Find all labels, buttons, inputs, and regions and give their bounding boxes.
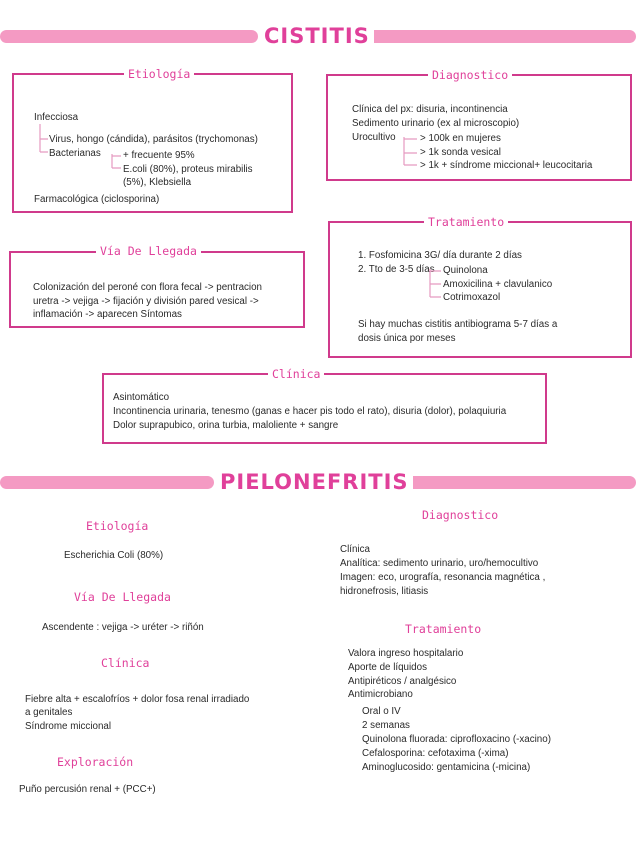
cistitis-via-line2: uretra -> vejiga -> fijación y división pared vesical -> (33, 296, 259, 307)
cistitis-etiologia-bacterianas: Bacterianas (49, 148, 101, 159)
cistitis-tratamiento-line2: 2. Tto de 3-5 días (358, 264, 435, 275)
cistitis-tratamiento-title: Tratamiento (424, 215, 508, 229)
cistitis-etiologia-farmacologica: Farmacológica (ciclosporina) (34, 194, 160, 205)
cistitis-tratamiento-note2: dosis única por meses (358, 333, 456, 344)
pielonefritis-etiologia-title: Etiología (86, 519, 149, 533)
pielonefritis-via-line1: Ascendente : vejiga -> uréter -> riñón (42, 622, 204, 633)
cistitis-tratamiento-opt3: Cotrimoxazol (443, 292, 501, 303)
cistitis-diagnostico-title: Diagnostico (428, 68, 512, 82)
cistitis-via-line1: Colonización del peroné con flora fecal -> pentracion (33, 282, 263, 293)
pielonefritis-tratamiento-sub1: Oral o IV (362, 706, 401, 717)
pielonefritis-header-bar-right (384, 476, 636, 489)
cistitis-clinica-line2: Incontinencia urinaria, tenesmo (ganas e hacer pis todo el rato), disuria (dolor), polaquiuria (113, 406, 507, 417)
cistitis-tratamiento-note1: Si hay muchas cistitis antibiograma 5-7 días a (358, 319, 558, 330)
pielonefritis-clinica-title: Clínica (101, 656, 150, 670)
pielonefritis-tratamiento-sub4: Cefalosporina: cefotaxima (-xima) (362, 748, 509, 759)
cistitis-clinica-line3: Dolor suprapubico, orina turbia, maloliente + sangre (113, 420, 339, 431)
cistitis-etiologia-ecoli-1: E.coli (80%), proteus mirabilis (123, 164, 253, 175)
pielonefritis-diagnostico-line1: Clínica (340, 544, 370, 555)
cistitis-title: CISTITIS (260, 25, 374, 47)
cistitis-diagnostico-sub2: > 1k sonda vesical (420, 147, 501, 158)
cistitis-diagnostico-line2: Sedimento urinario (ex al microscopio) (352, 118, 520, 129)
cistitis-tratamiento-opt1: Quinolona (443, 265, 488, 276)
cistitis-etiologia-frecuente: + frecuente 95% (123, 150, 195, 161)
pielonefritis-tratamiento-sub3: Quinolona fluorada: ciprofloxacino (-xacino) (362, 734, 551, 745)
pielonefritis-tratamiento-line2: Aporte de líquidos (348, 662, 427, 673)
cistitis-diagnostico-sub3: > 1k + síndrome miccional+ leucocitaria (420, 160, 593, 171)
pielonefritis-tratamiento-sub5: Aminoglucosido: gentamicina (-micina) (362, 762, 531, 773)
cistitis-tratamiento-opt2: Amoxicilina + clavulanico (443, 279, 553, 290)
cistitis-etiologia-virus: Virus, hongo (cándida), parásitos (trychomonas) (49, 134, 258, 145)
pielonefritis-tratamiento-title: Tratamiento (405, 622, 482, 636)
pielonefritis-diagnostico-line4: hidronefrosis, litiasis (340, 586, 429, 597)
cistitis-via-line3: inflamación -> aparecen Síntomas (33, 309, 182, 320)
pielonefritis-clinica-line1: Fiebre alta + escalofríos + dolor fosa renal irradiado (25, 694, 250, 705)
pielonefritis-exploracion-line1: Puño percusión renal + (PCC+) (19, 784, 156, 795)
cistitis-etiologia-ecoli-2: (5%), Klebsiella (123, 177, 192, 188)
cistitis-diagnostico-branch (402, 137, 420, 169)
cistitis-diagnostico-urocultivo: Urocultivo (352, 132, 396, 143)
cistitis-header-bar-left (0, 30, 258, 43)
cistitis-header-bar-right (364, 30, 636, 43)
pielonefritis-etiologia-line1: Escherichia Coli (80%) (64, 550, 164, 561)
pielonefritis-tratamiento-line3: Antipiréticos / analgésico (348, 676, 457, 687)
pielonefritis-diagnostico-line2: Analítica: sedimento urinario, uro/hemocultivo (340, 558, 539, 569)
pielonefritis-diagnostico-line3: Imagen: eco, urografía, resonancia magnética , (340, 572, 546, 583)
pielonefritis-header-bar-left (0, 476, 214, 489)
pielonefritis-clinica-line3: Síndrome miccional (25, 721, 112, 732)
cistitis-etiologia-title: Etiología (124, 67, 194, 81)
pielonefritis-title: PIELONEFRITIS (216, 471, 413, 493)
cistitis-etiologia-branch-2 (110, 154, 124, 174)
pielonefritis-diagnostico-title: Diagnostico (422, 508, 499, 522)
cistitis-tratamiento-line1: 1. Fosfomicina 3G/ día durante 2 días (358, 250, 522, 261)
pielonefritis-via-title: Vía De Llegada (74, 590, 171, 604)
pielonefritis-tratamiento-line4: Antimicrobiano (348, 689, 413, 700)
pielonefritis-tratamiento-sub2: 2 semanas (362, 720, 410, 731)
cistitis-clinica-title: Clínica (268, 367, 324, 381)
pielonefritis-clinica-line2: a genitales (25, 707, 73, 718)
pielonefritis-exploracion-title: Exploración (57, 755, 134, 769)
cistitis-clinica-line1: Asintomático (113, 392, 170, 403)
cistitis-diagnostico-sub1: > 100k en mujeres (420, 133, 501, 144)
cistitis-via-title: Vía De Llegada (96, 244, 201, 258)
pielonefritis-tratamiento-line1: Valora ingreso hospitalario (348, 648, 464, 659)
cistitis-tratamiento-branch (428, 269, 444, 301)
cistitis-etiologia-infecciosa: Infecciosa (34, 112, 79, 123)
cistitis-diagnostico-line1: Clínica del px: disuria, incontinencia (352, 104, 508, 115)
